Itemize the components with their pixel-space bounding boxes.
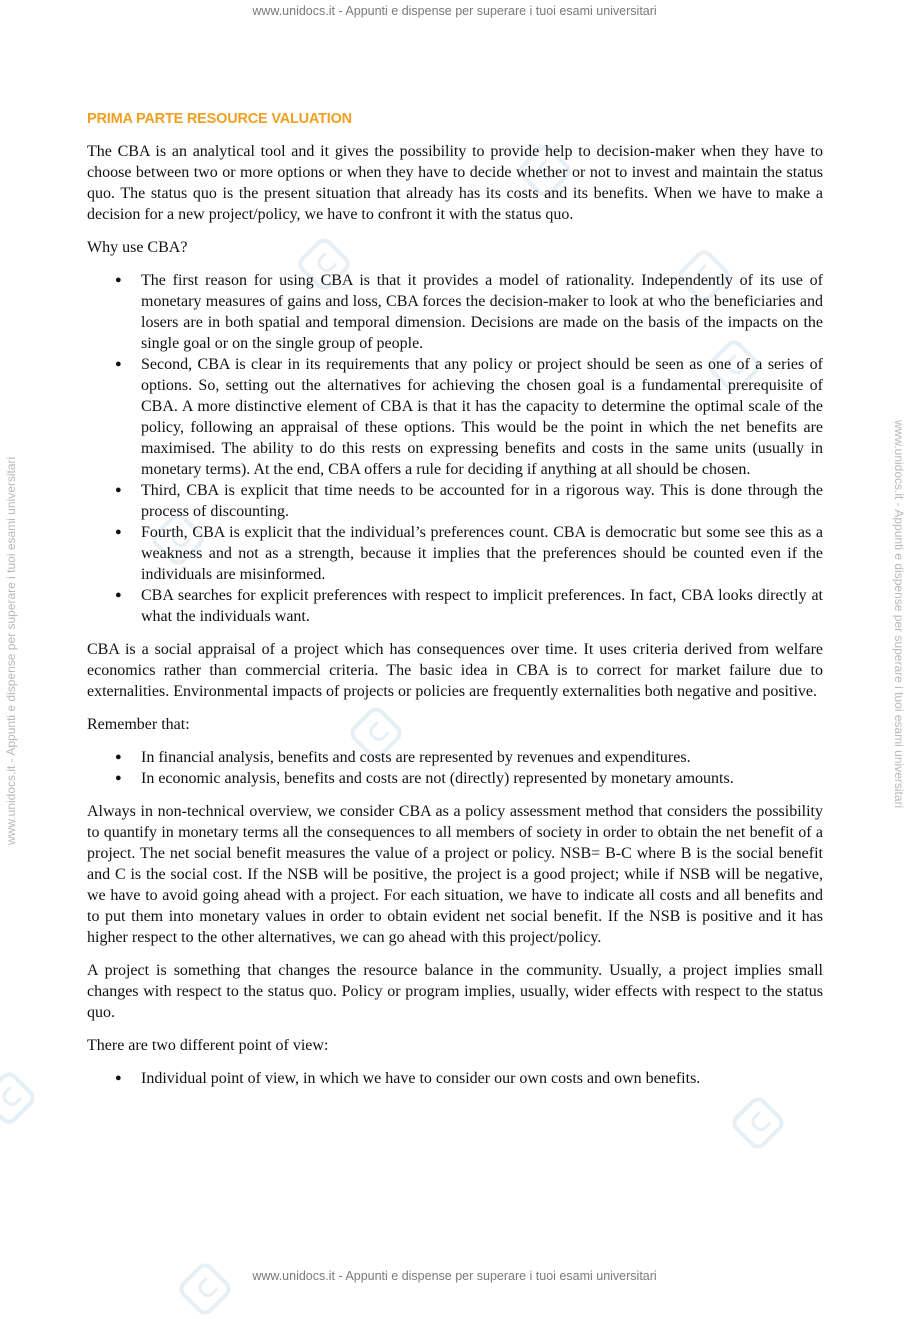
- project-definition-paragraph: A project is something that changes the resource balance in the community. Usually, a project implies small changes with respect to the status quo. Policy or program implies, usually, wider effects with respect to the status quo.: [87, 962, 823, 1021]
- why-list: [87, 270, 823, 627]
- right-side-watermark: www.unidocs.it - Appunti e dispense per superare i tuoi esami universitari: [892, 420, 906, 809]
- why-label: Why use CBA?: [87, 239, 188, 256]
- remember-label: Remember that:: [87, 716, 190, 733]
- list-item: ● Fourth, CBA is explicit that the individual’s preferences count. CBA is democratic but some see this as a weakness and not as a strength, because it implies that the preferences should be counted even if the individuals are misinformed.: [115, 524, 823, 583]
- header-watermark: www.unidocs.it - Appunti e dispense per superare i tuoi esami universitari: [252, 4, 657, 18]
- list-item: ● The first reason for using CBA is that it provides a model of rationality. Independently of its use of monetary measures of gains and loss, CBA forces the decision-maker to look at who the beneficiaries and losers are in both spatial and temporal dimension. Decisions are made on the basis of the impacts on the single goal or on the single group of people.: [115, 272, 823, 352]
- left-side-watermark: www.unidocs.it - Appunti e dispense per superare i tuoi esami universitari: [4, 456, 18, 845]
- bullet-icon: ●: [115, 526, 122, 538]
- remember-list: [87, 747, 823, 789]
- bullet-icon: ●: [115, 484, 122, 496]
- footer-watermark: www.unidocs.it - Appunti e dispense per superare i tuoi esami universitari: [252, 1269, 657, 1283]
- views-list: [87, 1068, 823, 1089]
- bullet-icon: ●: [115, 1072, 122, 1084]
- document-body: [87, 111, 823, 1101]
- bullet-icon: ●: [115, 274, 122, 286]
- overview-paragraph: Always in non-technical overview, we consider CBA as a policy assessment method that considers the possibility to quantify in monetary terms all the consequences to all members of society in order to obtain the net benefit of a project. The net social benefit measures the value of a project or policy. NSB= B-C where B is the social benefit and C is the social cost. If the NSB will be positive, the project is a good project; while if NSB will be negative, we have to avoid going ahead with a project. For each situation, we have to indicate all costs and all benefits and to put them into monetary values in order to obtain evident net social benefit. If the NSB is positive and it has higher respect to the other alternatives, we can go ahead with this project/policy.: [87, 803, 823, 946]
- list-item: ● CBA searches for explicit preferences with respect to implicit preferences. In fact, CBA looks directly at what the individuals want.: [115, 587, 823, 625]
- bullet-icon: ●: [115, 751, 122, 763]
- unidocs-logo-watermark: [0, 1068, 39, 1127]
- list-item: ● Individual point of view, in which we have to consider our own costs and own benefits.: [115, 1070, 701, 1087]
- bullet-icon: ●: [115, 589, 122, 601]
- social-appraisal-paragraph: CBA is a social appraisal of a project which has consequences over time. It uses criteria derived from welfare economics rather than commercial criteria. The basic idea in CBA is to correct for market failure due to externalities. Environmental impacts of projects or policies are frequently externalities both negative and positive.: [87, 641, 823, 700]
- list-item: ● In financial analysis, benefits and costs are represented by revenues and expenditures.: [115, 749, 691, 766]
- list-item: ● In economic analysis, benefits and costs are not (directly) represented by monetary amounts.: [115, 770, 734, 787]
- bullet-icon: ●: [115, 772, 122, 784]
- bullet-icon: ●: [115, 358, 122, 370]
- section-heading: PRIMA PARTE RESOURCE VALUATION: [87, 111, 352, 127]
- unidocs-logo-watermark: [728, 1093, 787, 1152]
- views-label: There are two different point of view:: [87, 1037, 329, 1054]
- intro-paragraph: The CBA is an analytical tool and it gives the possibility to provide help to decision-maker when they have to choose between two or more options or when they have to decide whether or not to invest and maintain the status quo. The status quo is the present situation that already has its costs and its benefits. When we have to make a decision for a new project/policy, we have to confront it with the status quo.: [87, 143, 823, 223]
- list-item: ● Second, CBA is clear in its requirements that any policy or project should be seen as one of a series of options. So, setting out the alternatives for achieving the chosen goal is a fundamental prerequisite of CBA. A more distinctive element of CBA is that it has the capacity to determine the optimal scale of the policy, following an appraisal of these options. This would be the point in which the net benefits are maximised. The ability to do this rests on expressing benefits and costs in the same units (usually in monetary terms). At the end, CBA offers a rule for deciding if anything at all should be chosen.: [115, 356, 823, 478]
- list-item: ● Third, CBA is explicit that time needs to be accounted for in a rigorous way. This is done through the process of discounting.: [115, 482, 823, 520]
